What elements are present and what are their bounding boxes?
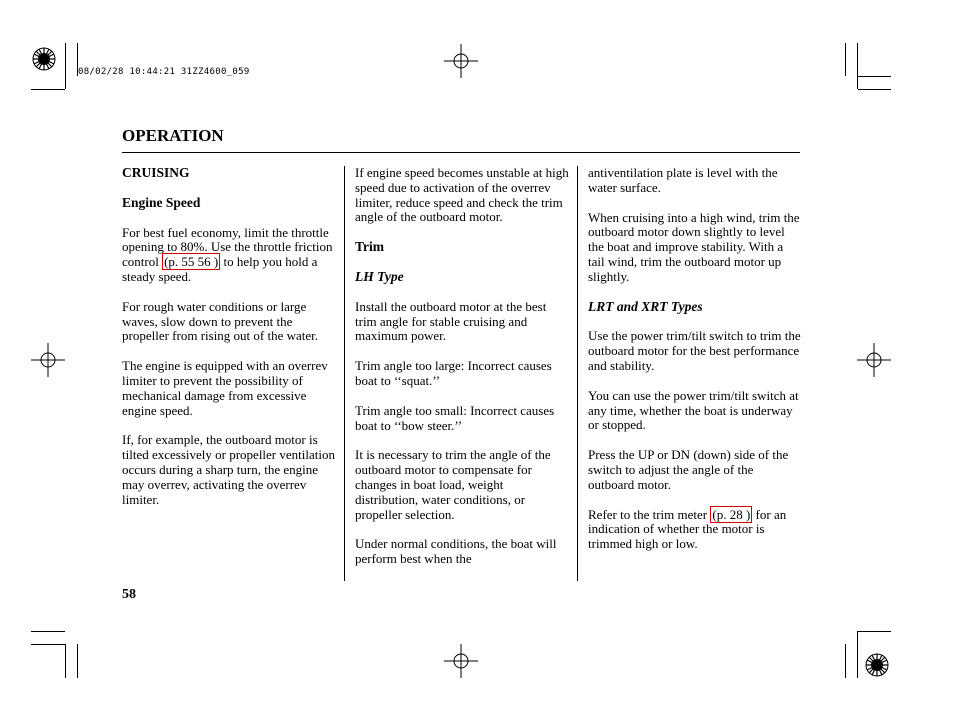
crop-line	[31, 631, 65, 632]
paragraph: Use the power trim/tilt switch to trim the outboard motor for the best performance and stability.	[588, 328, 801, 373]
subheading-lrt-xrt-types: LRT and XRT Types	[588, 298, 703, 314]
registration-crosshair-icon	[857, 343, 891, 377]
crop-line	[857, 43, 858, 89]
column-2	[355, 166, 569, 582]
crop-line	[65, 43, 66, 89]
heading-cruising: CRUISING	[122, 165, 190, 180]
paragraph: Install the outboard motor at the best trim angle for stable cruising and maximum power.	[355, 298, 547, 344]
paragraph: Trim angle too large: Incorrect causes boat to ‘‘squat.’’	[355, 358, 552, 388]
paragraph: Under normal conditions, the boat will perform best when the	[355, 536, 557, 567]
section-title: OPERATION	[122, 126, 224, 145]
paragraph: It is necessary to trim the angle of the outboard motor to compensate for changes in boat load, weight distribution, water conditions, or propeller selection.	[355, 447, 551, 522]
crop-line	[858, 76, 891, 77]
crop-line	[31, 644, 65, 645]
paragraph: Press the UP or DN (down) side of the switch to adjust the angle of the outboard motor.	[588, 447, 789, 492]
paragraph	[122, 226, 336, 285]
page-number: 58	[122, 587, 136, 602]
crop-line	[845, 644, 846, 678]
paragraph: For rough water conditions or large waves, slow down to prevent the propeller from rising out of the water.	[122, 298, 319, 344]
registration-starburst-icon	[864, 652, 890, 678]
paragraph	[588, 508, 802, 552]
crop-line	[845, 43, 846, 76]
crop-line	[858, 89, 891, 90]
paragraph-text: to help you hold a steady speed.	[122, 254, 318, 284]
paragraph: The engine is equipped with an overrev limiter to prevent the possibility of mechanical damage from excessive engine speed.	[122, 358, 328, 418]
column-divider	[577, 166, 578, 581]
registration-starburst-icon	[31, 46, 57, 72]
registration-crosshair-icon	[444, 644, 478, 678]
paragraph: When cruising into a high wind, trim the outboard motor down slightly to level the boat and improve stability. With a tail wind, trim the outboard motor up slightly.	[588, 209, 800, 284]
header-rule	[122, 152, 800, 153]
crop-line	[65, 644, 66, 678]
paragraph-text: For best fuel economy, limit the throttle opening to 80%. Use the throttle friction control	[122, 224, 333, 270]
page-reference-link[interactable]: (p. 28 )	[712, 506, 751, 522]
column-3	[588, 166, 802, 567]
crop-line	[31, 89, 65, 90]
paragraph-text: Refer to the trim meter	[588, 506, 711, 522]
paragraph: You can use the power trim/tilt switch at any time, whether the boat is underway or stopped.	[588, 387, 799, 433]
column-1	[122, 166, 336, 522]
crop-line	[858, 631, 891, 632]
registration-crosshair-icon	[31, 343, 65, 377]
print-stamp: 08/02/28 10:44:21 31ZZ4600_059	[78, 67, 250, 77]
paragraph: antiventilation plate is level with the water surface.	[588, 165, 778, 195]
column-divider	[344, 166, 345, 581]
paragraph: Trim angle too small: Incorrect causes boat to ‘‘bow steer.’’	[355, 402, 555, 433]
subheading-lh-type: LH Type	[355, 268, 404, 284]
crop-line	[857, 631, 858, 678]
crop-line	[77, 644, 78, 678]
subheading-engine-speed: Engine Speed	[122, 194, 201, 210]
paragraph: If engine speed becomes unstable at high speed due to activation of the overrev limiter, reduce speed and check the trim angle of the outboard motor.	[355, 165, 569, 225]
paragraph-text: for an indication of whether the motor is trimmed high or low.	[588, 506, 787, 552]
heading-trim: Trim	[355, 239, 384, 255]
page-reference-link[interactable]: (p. 55 56 )	[164, 254, 219, 270]
paragraph: If, for example, the outboard motor is tilted excessively or propeller ventilation occurs during a sharp turn, the engine may overrev, activating the overrev limiter.	[122, 432, 335, 507]
registration-crosshair-icon	[444, 44, 478, 78]
